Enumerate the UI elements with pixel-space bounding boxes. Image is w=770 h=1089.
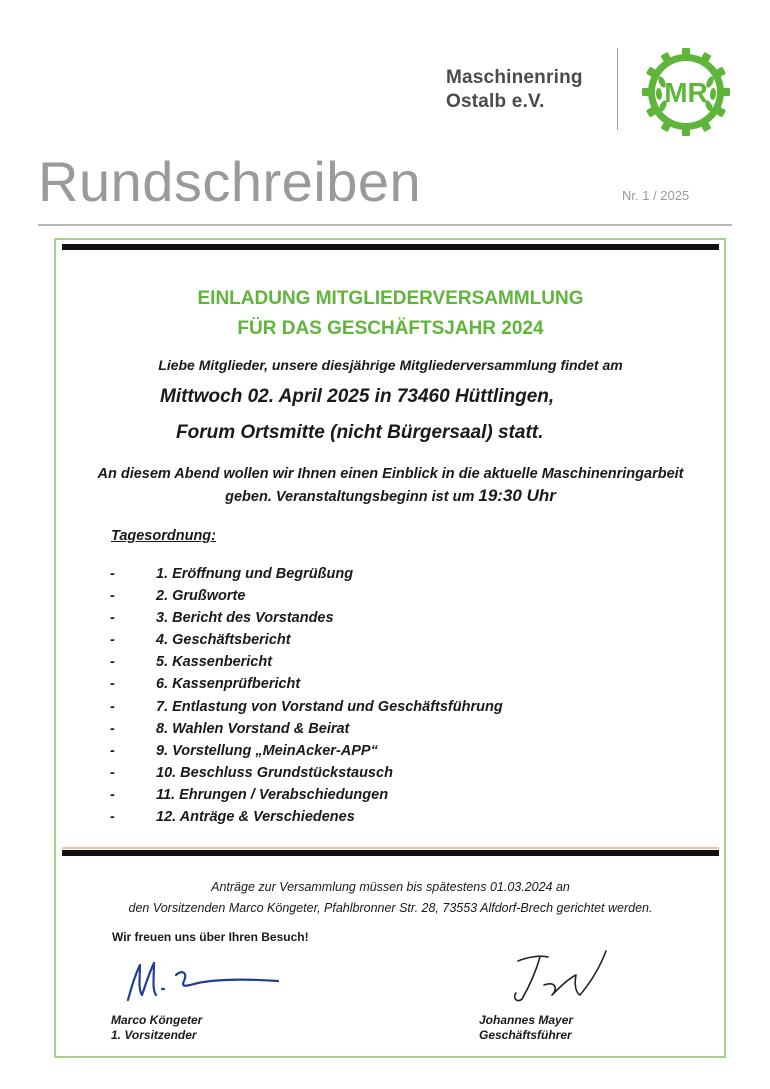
agenda-item-dash: - — [110, 566, 115, 582]
agenda-item-dash: - — [110, 654, 115, 671]
agenda-item-label: 4. Geschäftsbericht — [156, 632, 291, 649]
agenda-list — [110, 566, 503, 831]
agenda-item-label: 10. Beschluss Grundstückstausch — [156, 764, 393, 781]
agenda-item — [110, 566, 503, 588]
org-name-line1: Maschinenring — [446, 67, 583, 88]
submission-note — [62, 877, 719, 919]
signer-chairman — [111, 1013, 202, 1043]
svg-text:MR: MR — [664, 77, 708, 108]
agenda-item — [110, 588, 503, 610]
agenda-item-dash: - — [110, 742, 115, 759]
agenda-item-label: 9. Vorstellung „MeinAcker-APP“ — [156, 742, 378, 759]
agenda-item — [110, 632, 503, 654]
agenda-item-label: 3. Bericht des Vorstandes — [156, 610, 334, 627]
agenda-item-label: 8. Wahlen Vorstand & Beirat — [156, 720, 350, 737]
submission-note-line1: Anträge zur Versammlung müssen bis spätestens 01.03.2024 an — [211, 880, 570, 894]
agenda-item-label: 5. Kassenbericht — [156, 654, 273, 671]
agenda-item-dash: - — [110, 786, 115, 803]
agenda-item-label: 2. Grußworte — [156, 588, 246, 605]
agenda-item — [110, 743, 503, 765]
page-title: Rundschreiben — [38, 150, 422, 213]
org-name — [446, 66, 616, 114]
agenda-item-label: 12. Anträge & Verschiedenes — [156, 809, 355, 826]
agenda-item — [110, 809, 503, 831]
agenda-item-dash: - — [110, 588, 115, 605]
agenda-item — [110, 787, 503, 809]
top-black-bar — [62, 244, 719, 250]
agenda-item-dash: - — [110, 610, 115, 627]
agenda-item-dash: - — [110, 632, 115, 649]
agenda-item-dash: - — [110, 698, 115, 715]
submission-note-line2: den Vorsitzenden Marco Köngeter, Pfahlbronner Str. 28, 73553 Alfdorf-Brech gerichtet werden. — [128, 901, 653, 915]
agenda-item-label: 11. Ehrungen / Verabschiedungen — [156, 786, 389, 803]
title-divider — [38, 224, 732, 226]
evening-description — [62, 463, 719, 508]
signature-koengeter-icon — [118, 955, 288, 1005]
signer-chairman-role: 1. Vorsitzender — [111, 1028, 197, 1042]
org-name-line2: Ostalb e.V. — [446, 91, 545, 112]
invitation-heading-line1: EINLADUNG MITGLIEDERVERSAMMLUNG — [197, 288, 584, 309]
meeting-date: Mittwoch 02. April 2025 in 73460 Hüttlingen, — [160, 386, 555, 407]
signer-chairman-name: Marco Köngeter — [111, 1013, 203, 1027]
start-time: 19:30 Uhr — [478, 486, 556, 505]
agenda-item — [110, 765, 503, 787]
agenda-item — [110, 676, 503, 698]
issue-number: Nr. 1 / 2025 — [622, 188, 690, 203]
evening-line1: An diesem Abend wollen wir Ihnen einen Einblick in die aktuelle Maschinenringarbeit — [97, 466, 684, 482]
invitation-heading-line2: FÜR DAS GESCHÄFTSJAHR 2024 — [237, 318, 544, 339]
meeting-venue: Forum Ortsmitte (nicht Bürgersaal) statt. — [176, 422, 544, 443]
signer-manager-name: Johannes Mayer — [479, 1013, 574, 1027]
welcome-text: Wir freuen uns über Ihren Besuch! — [112, 930, 309, 944]
agenda-item — [110, 654, 503, 676]
evening-line2-text: geben. Veranstaltungsbeginn ist um — [225, 489, 479, 505]
signer-manager-role: Geschäftsführer — [479, 1028, 572, 1042]
agenda-item-label: 1. Eröffnung und Begrüßung — [156, 566, 354, 582]
agenda-item — [110, 721, 503, 743]
mr-logo-icon — [640, 46, 732, 138]
agenda-item-dash: - — [110, 764, 115, 781]
agenda-item-label: 7. Entlastung von Vorstand und Geschäftsführung — [156, 698, 503, 715]
logo-divider — [617, 48, 618, 130]
evening-line2 — [62, 485, 719, 508]
agenda-item — [110, 610, 503, 632]
bottom-black-bar — [62, 850, 719, 856]
signature-mayer-icon — [500, 945, 610, 1007]
intro-text: Liebe Mitglieder, unsere diesjährige Mitgliederversammlung findet am — [158, 357, 623, 373]
signer-manager — [479, 1013, 573, 1043]
agenda-title: Tagesordnung: — [111, 528, 216, 544]
agenda-item-dash: - — [110, 720, 115, 737]
agenda-item-label: 6. Kassenprüfbericht — [156, 676, 301, 693]
agenda-item — [110, 699, 503, 721]
agenda-item-dash: - — [110, 809, 115, 826]
agenda-item-dash: - — [110, 676, 115, 693]
